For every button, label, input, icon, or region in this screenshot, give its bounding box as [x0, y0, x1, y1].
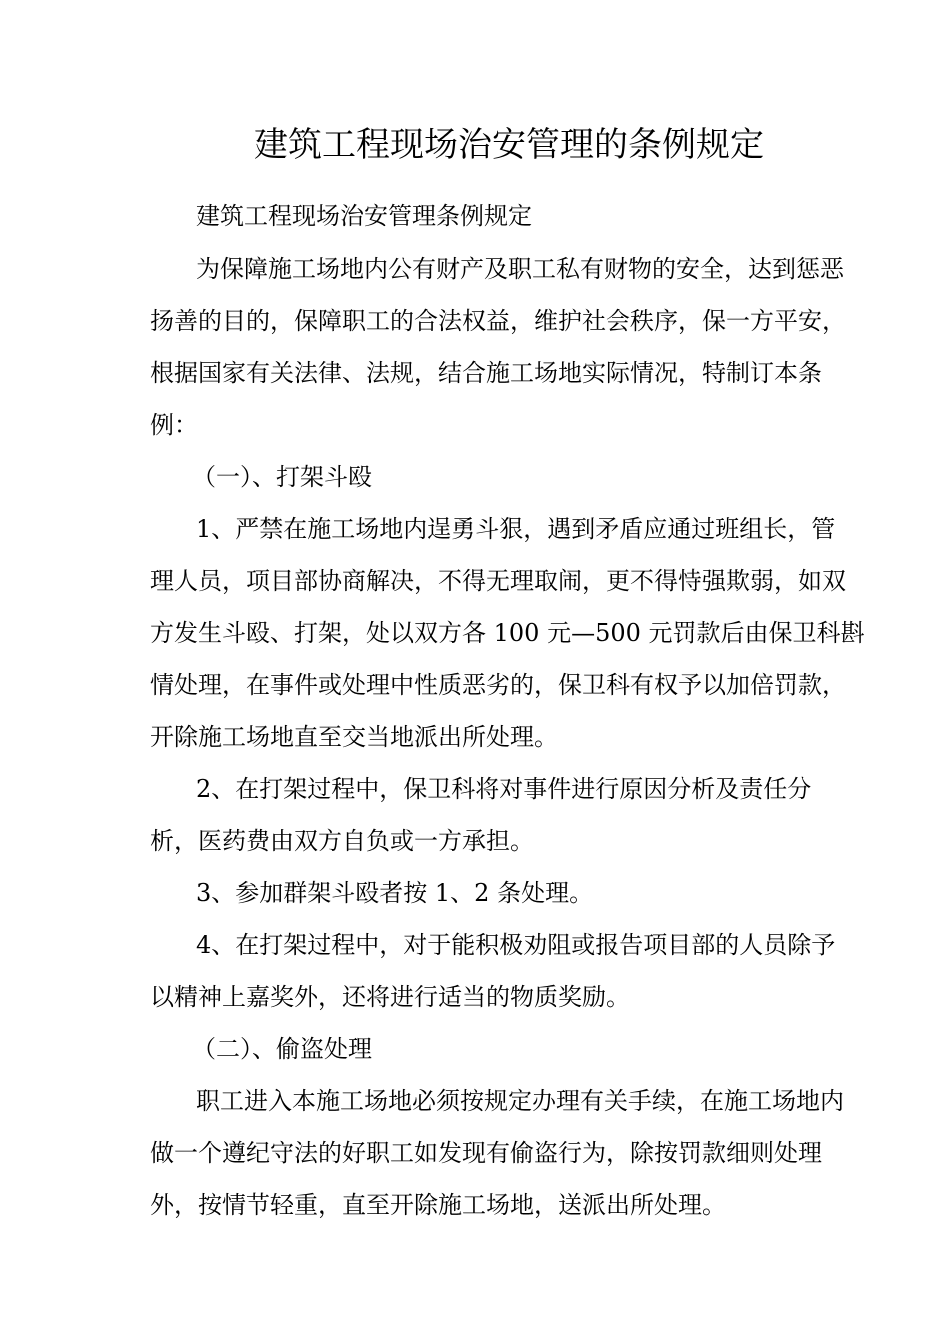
paragraph-line: 以精神上嘉奖外，还将进行适当的物质奖励。	[150, 983, 630, 1011]
paragraph-line: 情处理，在事件或处理中性质恶劣的，保卫科有权予以加倍罚款，	[150, 671, 846, 699]
paragraph-line: 理人员，项目部协商解决，不得无理取闹，更不得恃强欺弱，如双	[150, 567, 846, 595]
paragraph-line: 做一个遵纪守法的好职工如发现有偷盗行为，除按罚款细则处理	[150, 1139, 822, 1167]
paragraph-line: 4、在打架过程中，对于能积极劝阻或报告项目部的人员除予	[196, 931, 836, 959]
paragraph-line: 3、参加群架斗殴者按 1、2 条处理。	[196, 879, 594, 907]
paragraph-line: 外，按情节轻重，直至开除施工场地，送派出所处理。	[150, 1191, 726, 1219]
document-title: 建筑工程现场治安管理的条例规定	[254, 125, 764, 165]
paragraph-line: 2、在打架过程中，保卫科将对事件进行原因分析及责任分	[196, 775, 812, 803]
section-heading: （二）、偷盗处理	[192, 1035, 372, 1063]
paragraph-line: 开除施工场地直至交当地派出所处理。	[150, 723, 558, 751]
paragraph-line: 1、严禁在施工场地内逞勇斗狠，遇到矛盾应通过班组长，管	[196, 515, 836, 543]
paragraph-line: 方发生斗殴、打架，处以双方各 100 元—500 元罚款后由保卫科斟	[150, 619, 865, 647]
paragraph-line: 析，医药费由双方自负或一方承担。	[150, 827, 534, 855]
paragraph-line: 根据国家有关法律、法规，结合施工场地实际情况，特制订本条	[150, 359, 822, 387]
paragraph-line: 扬善的目的，保障职工的合法权益，维护社会秩序，保一方平安，	[150, 307, 846, 335]
paragraph-line: 职工进入本施工场地必须按规定办理有关手续，在施工场地内	[196, 1087, 844, 1115]
paragraph-line: 例：	[150, 411, 198, 439]
subtitle-line: 建筑工程现场治安管理条例规定	[196, 202, 532, 230]
section-heading: （一）、打架斗殴	[192, 463, 372, 491]
paragraph-line: 为保障施工场地内公有财产及职工私有财物的安全，达到惩恶	[196, 255, 844, 283]
